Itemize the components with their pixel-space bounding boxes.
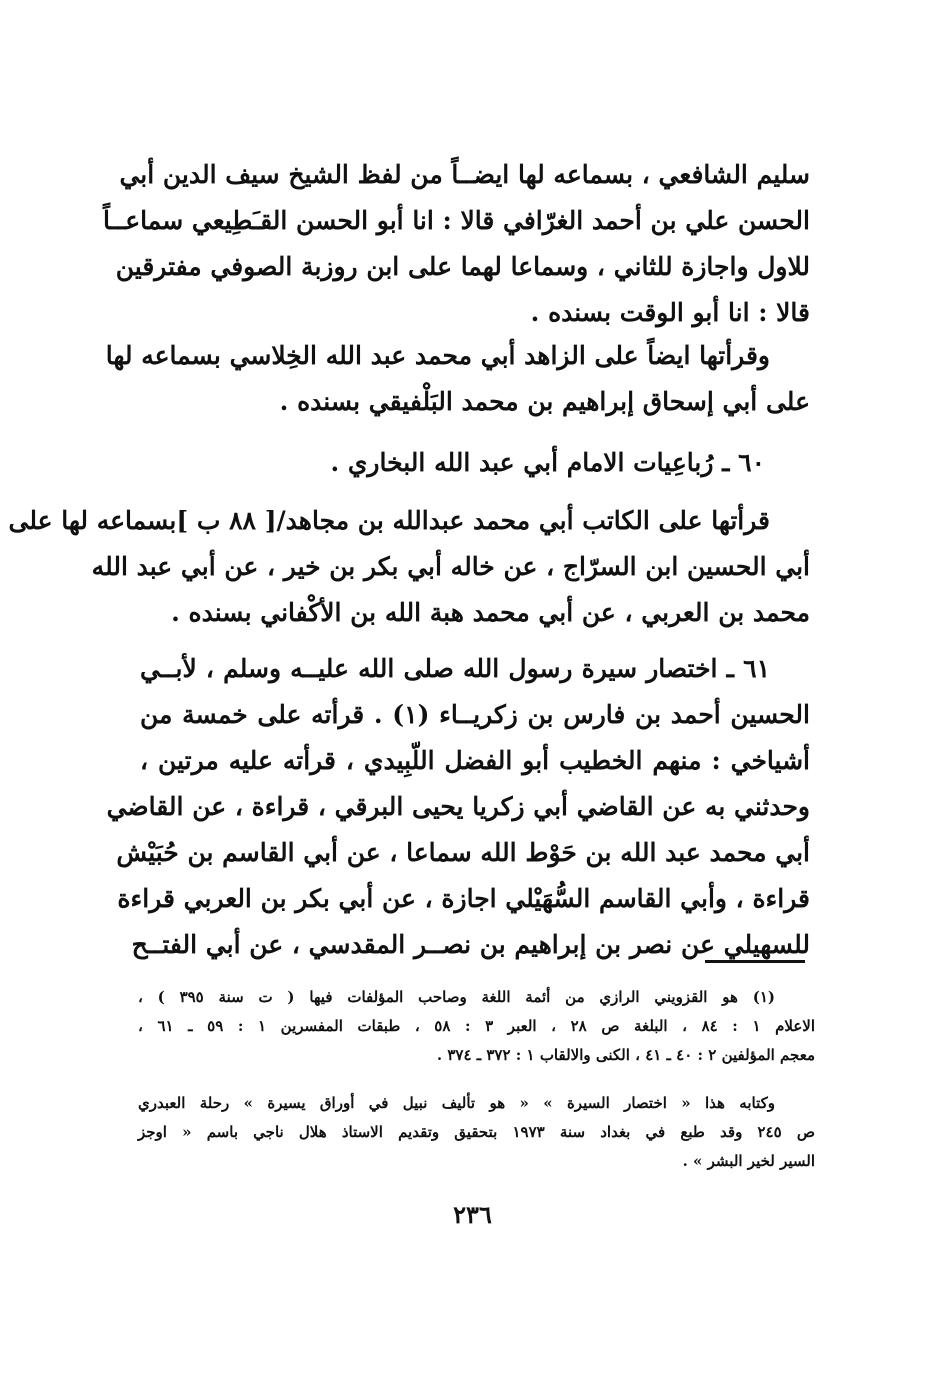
text-line: قراءة ، وأبي القاسم السُّهَيْلي اجازة ، عن أبي بكر بن العربي قراءة [117,884,810,913]
text-line: للاول واجازة للثاني ، وسماعا لهما على ابن روزبة الصوفي مفترقين [115,252,810,281]
text-line: على أبي إسحاق إبراهيم بن محمد البَلْفيقي بسنده . [279,387,810,416]
text-line: قالا : انا أبو الوقت بسنده . [530,298,810,327]
footnote-1 [138,983,815,1070]
paragraph-3 [8,498,810,636]
footnote-line: معجم المؤلفين ٢ : ٤٠ ـ ٤١ ، الكنى والالقاب ١ : ٣٧٢ ـ ٣٧٤ . [436,1046,815,1064]
text-line: قرأتها على الكاتب أبي محمد عبدالله بن مجاهد/[ ٨٨ ب ]بسماعه لها على [8,506,770,535]
text-line: ٦١ ـ اختصار سيرة رسول الله صلى الله عليــه وسلم ، لأبــي [140,654,770,683]
entry-title: ٦٠ ـ رُباعِيات الامام أبي عبد الله البخاري . [330,448,765,477]
footnote-line: وكتابه هذا « اختصار السيرة » « هو تأليف نبيل في أوراق يسيرة » رحلة العبدري [138,1094,775,1112]
entry-heading-60 [140,440,810,486]
text-line: محمد بن العربي ، عن أبي محمد هبة الله بن الأكْفاني بسنده . [171,598,810,627]
footnote-line: (١) هو القزويني الرازي من أئمة اللغة وصاحب المؤلفات فيها ( ت سنة ٣٩٥ ) ، [138,988,775,1006]
footnote-line: ص ٢٤٥ وقد طبع في بغداد سنة ١٩٧٣ بتحقيق وتقديم الاستاذ هلال ناجي باسم « اوجز [138,1123,815,1141]
text-line: أبي محمد عبد الله بن حَوْط الله سماعا ، عن أبي القاسم بن حُبَيْش [116,838,810,867]
text-line: أشياخي : منهم الخطيب أبو الفضل اللّبِيدي ، قرأته عليه مرتين ، [140,746,810,775]
page-number: ٢٣٦ [453,1200,492,1229]
footnote-continuation [138,1089,815,1176]
text-line: وحدثني به عن القاضي أبي زكريا يحيى البرقي ، قراءة ، عن القاضي [106,792,810,821]
text-line: الحسن علي بن أحمد الغرّافي قالا : انا أبو الحسن القـَطِيعي سماعــاً [102,206,810,235]
text-line: وقرأتها ايضاً على الزاهد أبي محمد عبد الله الخِلاسي بسماعه لها [105,341,770,370]
text-line: سليم الشافعي ، بسماعه لها ايضــاً من لفظ الشيخ سيف الدين أبي [119,160,810,189]
footnote-line: الاعلام ١ : ٨٤ ، البلغة ص ٢٨ ، العبر ٣ : ٥٨ ، طبقات المفسرين ١ : ٥٩ ـ ٦١ ، [138,1017,816,1035]
footnote-line: السير لخير البشر » . [682,1152,815,1170]
footnote-separator [705,960,805,963]
paragraph-2 [105,333,810,425]
paragraph-1 [102,152,810,336]
text-line: الحسين أحمد بن فارس بن زكريــاء (١) . قرأته على خمسة من [140,700,810,729]
text-line: أبي الحسين ابن السرّاج ، عن خاله أبي بكر بن خير ، عن أبي عبد الله [91,552,810,581]
paragraph-4 [106,646,810,968]
text-line: للسهيلي عن نصر بن إبراهيم بن نصــر المقدسي ، عن أبي الفتــح [131,930,810,959]
